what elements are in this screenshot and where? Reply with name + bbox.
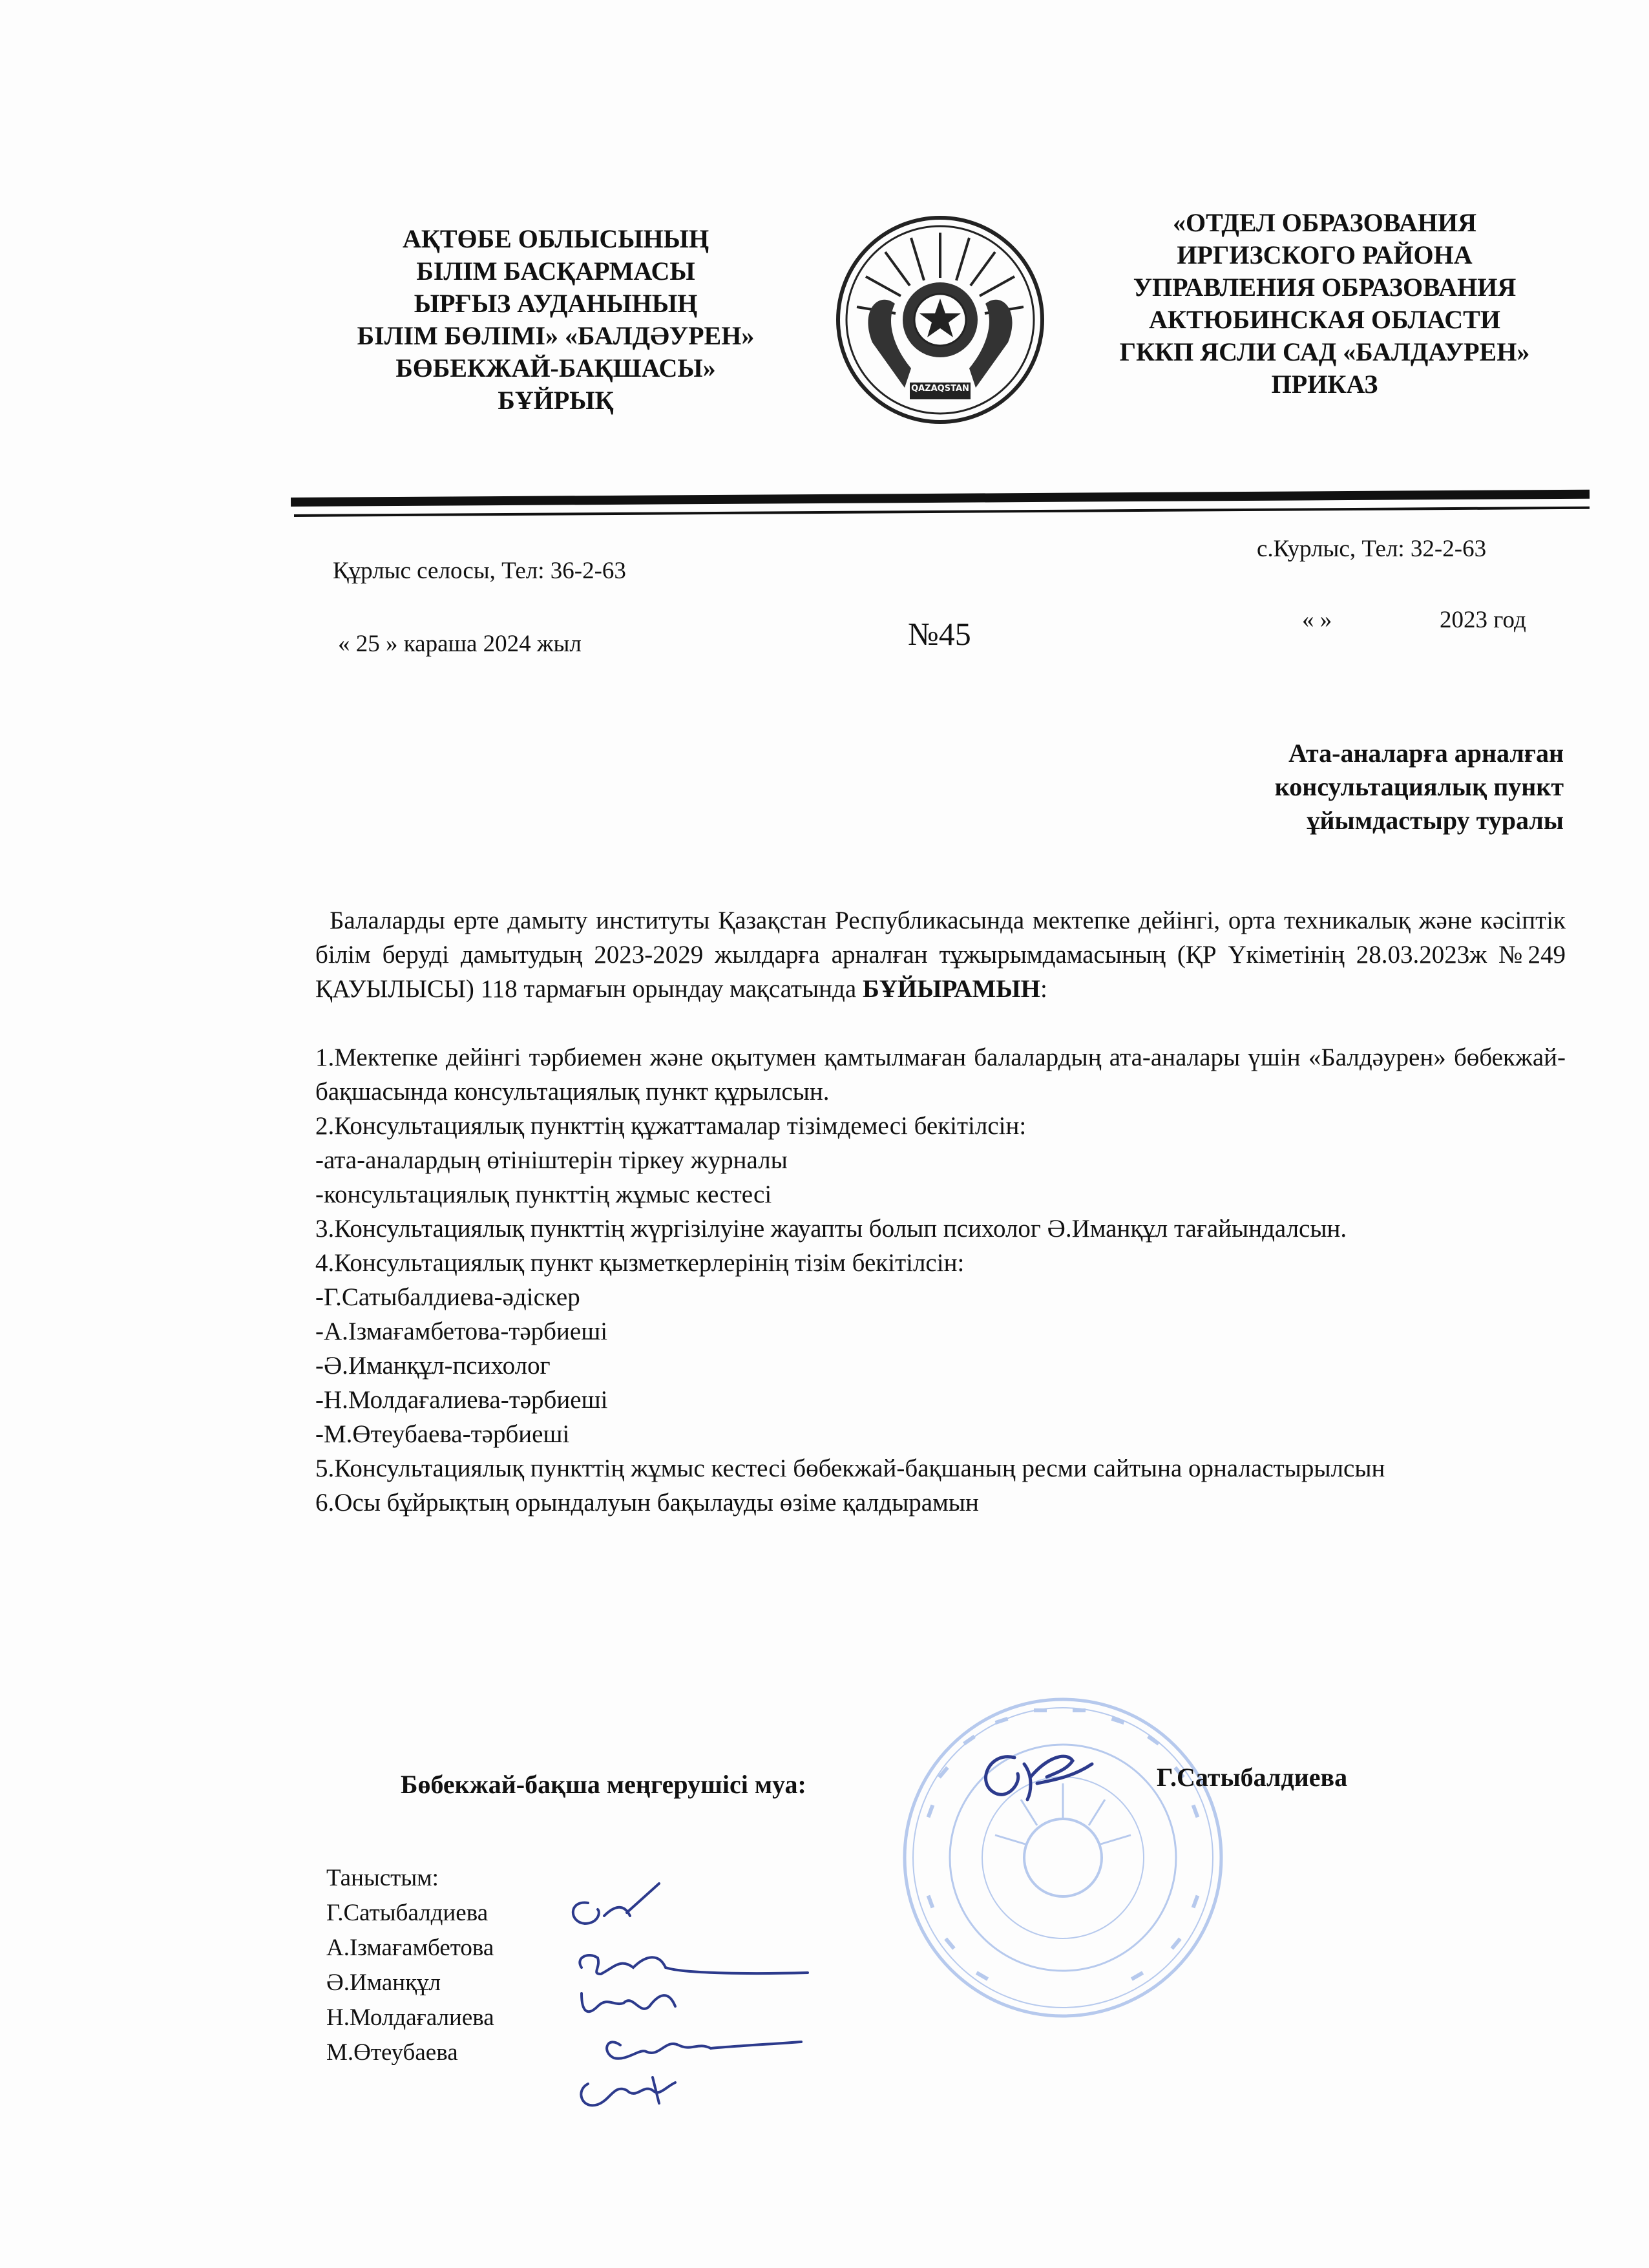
director-signature-icon: [969, 1738, 1098, 1816]
intro-command: БҰЙЫРАМЫН: [862, 975, 1040, 1003]
item-2a: -ата-аналардың өтініштерін тіркеу журналы: [315, 1146, 788, 1174]
subject-line: ұйымдастыру туралы: [1307, 806, 1564, 835]
header-left: [278, 223, 834, 417]
signature-title: Бөбекжай-бақша меңгерушісі муа:: [401, 1770, 806, 1799]
acknowledgement-list: [326, 1861, 494, 2070]
header-right: [1047, 207, 1602, 401]
header-left-line: ЫРҒЫЗ АУДАНЫНЫҢ: [414, 289, 698, 318]
item-4: 4.Консультациялық пункт қызметкерлерінің тізім бекітілсін:: [315, 1249, 965, 1277]
date-right-quotes: « »: [1302, 607, 1332, 633]
item-4e: -М.Өтеубаева-тәрбиеші: [315, 1420, 570, 1448]
header-left-line: БҰЙРЫҚ: [498, 386, 614, 415]
header-right-line: ПРИКАЗ: [1271, 370, 1378, 399]
date-left: « 25 » караша 2024 жыл: [338, 631, 582, 657]
address-left: Құрлыс селосы, Тел: 36-2-63: [333, 558, 626, 584]
header-right-line: ИРГИЗСКОГО РАЙОНА: [1177, 240, 1473, 269]
header-right-line: АКТЮБИНСКАЯ ОБЛАСТИ: [1149, 305, 1500, 334]
item-2: 2.Консультациялық пункттің құжаттамалар тізімдемесі бекітілсін:: [315, 1112, 1027, 1140]
header-right-line: УПРАВЛЕНИЯ ОБРАЗОВАНИЯ: [1133, 273, 1517, 302]
subject-line: Ата-аналарға арналған: [1288, 739, 1564, 768]
acknowledgement-name: М.Өтеубаева: [326, 2039, 458, 2066]
acknowledgement-signatures-icon: [562, 1877, 821, 2123]
acknowledgement-name: Ә.Иманқұл: [326, 1969, 441, 1996]
acknowledgement-name: Н.Молдағалиева: [326, 2004, 494, 2031]
state-emblem-icon: [834, 213, 1047, 426]
header-left-line: БІЛІМ БӨЛІМІ» «БАЛДӘУРЕН»: [357, 321, 755, 350]
item-4b: -А.Ізмағамбетова-тәрбиеші: [315, 1318, 608, 1345]
item-5: 5.Консультациялық пункттің жұмыс кестесі бөбекжай-бақшаның ресми сайтына орналастырылсын: [315, 1454, 1385, 1482]
intro-text: Балаларды ерте дамыту институты Қазақстан Республикасында мектепке дейінгі, орта техникалық және кәсіптік білім беруді дамытудың 2023-2029 жылдарға арналған тұжырымдамасының (ҚР Үкіметінің 28.03.2023ж №249 ҚАУЫЛЫСЫ) 118 тармағын орындау мақсатында: [315, 907, 1566, 1003]
intro-paragraph: [315, 903, 1566, 1006]
acknowledgement-name: А.Ізмағамбетова: [326, 1935, 494, 1961]
subject-line: консультациялық пункт: [1274, 772, 1564, 801]
order-body: [315, 903, 1566, 1520]
header-left-line: БІЛІМ БАСҚАРМАСЫ: [416, 257, 695, 286]
order-subject: [1098, 737, 1564, 837]
header-divider-thin: [294, 507, 1590, 517]
item-6: 6.Осы бұйрықтың орындалуын бақылауды өзіме қалдырамын: [315, 1489, 979, 1517]
acknowledgement-label: Таныстым:: [326, 1865, 439, 1891]
header-left-line: АҚТӨБЕ ОБЛЫСЫНЫҢ: [402, 224, 709, 253]
emblem-label: QAZAQSTAN: [911, 384, 969, 394]
item-3: 3.Консультациялық пункттің жүргізілуіне жауапты болып психолог Ә.Иманқұл тағайындалсын.: [315, 1215, 1347, 1243]
intro-tail: :: [1040, 975, 1047, 1003]
item-1: 1.Мектепке дейінгі тәрбиемен және оқытумен қамтылмаған балалардың ата-аналары үшін «Балдәурен» бөбекжай-бақшасында консультациялық пункт құрылсын.: [315, 1044, 1566, 1106]
address-right: с.Курлыс, Тел: 32-2-63: [1257, 536, 1487, 562]
signature-name: Г.Сатыбалдиева: [1157, 1763, 1348, 1792]
header-left-line: БӨБЕКЖАЙ-БАҚШАСЫ»: [395, 353, 716, 383]
header-right-line: «ОТДЕЛ ОБРАЗОВАНИЯ: [1173, 208, 1476, 237]
item-4c: -Ә.Иманқұл-психолог: [315, 1352, 551, 1380]
item-4a: -Г.Сатыбалдиева-әдіскер: [315, 1283, 580, 1311]
acknowledgement-name: Г.Сатыбалдиева: [326, 1900, 488, 1926]
header-divider-thick: [291, 490, 1590, 507]
item-4d: -Н.Молдағалиева-тәрбиеші: [315, 1386, 608, 1414]
header-right-line: ГККП ЯСЛИ САД «БАЛДАУРЕН»: [1119, 337, 1530, 366]
date-right-year: 2023 год: [1440, 607, 1526, 633]
item-2b: -консультациялық пункттің жұмыс кестесі: [315, 1181, 772, 1208]
order-number: №45: [908, 616, 971, 652]
